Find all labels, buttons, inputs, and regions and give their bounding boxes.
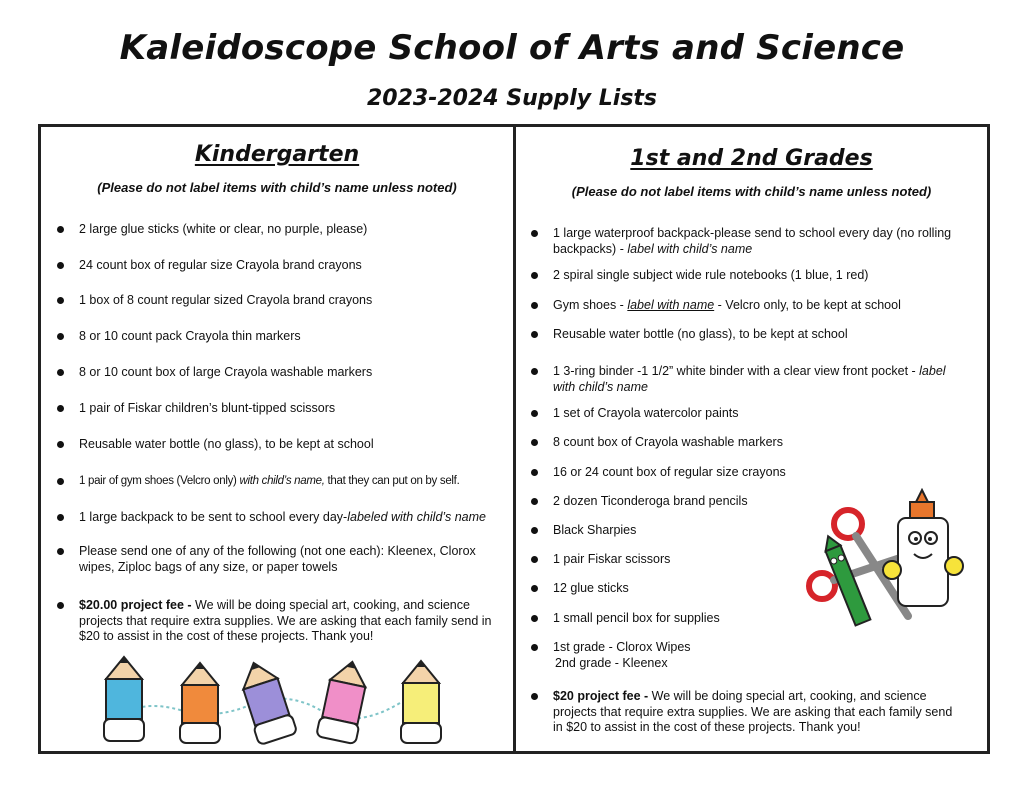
- school-supplies-clipart: [800, 488, 970, 638]
- list-item: $20 project fee - We will be doing special art, cooking, and science projects that require extra supplies. We are asking that each family send in $20 to assist in the cost of these projects. Thank you!: [553, 689, 958, 736]
- list-item: 1 set of Crayola watercolor paints: [553, 406, 968, 422]
- pencils-clipart: [100, 655, 450, 750]
- grades-1-2-label-note: (Please do not label items with child’s name unless noted): [571, 184, 932, 199]
- pink-pencil-icon: [316, 658, 372, 745]
- list-item: Reusable water bottle (no glass), to be kept at school: [553, 327, 968, 343]
- list-item: Black Sharpies: [553, 523, 968, 539]
- orange-pencil-icon: [180, 663, 220, 743]
- list-item: Gym shoes - label with name - Velcro only, to be kept at school: [553, 298, 968, 314]
- grades-1-2-heading: 1st and 2nd Grades: [630, 146, 873, 171]
- list-item: 1st grade - Clorox Wipes 2nd grade - Kleenex: [553, 640, 968, 671]
- list-item: 1 pair of gym shoes (Velcro only) with child’s name, that they can put on by self.: [79, 474, 509, 490]
- blue-pencil-icon: [104, 657, 144, 741]
- list-item: Please send one of any of the following (not one each): Kleenex, Clorox wipes, Ziploc bags of any size, or paper towels: [79, 544, 509, 575]
- list-item: 1 large waterproof backpack-please send to school every day (no rolling backpacks) - label with child’s name: [553, 226, 968, 257]
- list-item: 2 spiral single subject wide rule notebooks (1 blue, 1 red): [553, 268, 968, 284]
- purple-pencil-icon: [235, 657, 298, 745]
- list-item: $20.00 project fee - We will be doing special art, cooking, and science projects that require extra supplies. We are asking that each family send in $20 to assist in the cost of these projects. Thank you!: [79, 598, 509, 645]
- list-item: 1 pair of Fiskar children’s blunt-tipped scissors: [79, 401, 509, 417]
- list-item: 2 large glue sticks (white or clear, no purple, please): [79, 222, 509, 238]
- glue-bottle-icon: [883, 490, 963, 606]
- kindergarten-heading: Kindergarten: [194, 142, 360, 167]
- list-item: 1 3-ring binder -1 1/2” white binder with a clear view front pocket - label with child’s name: [553, 364, 968, 395]
- grades-1-2-column: [516, 124, 987, 754]
- list-item: 1 pair Fiskar scissors: [553, 552, 968, 568]
- kindergarten-label-note: (Please do not label items with child’s name unless noted): [97, 180, 457, 195]
- list-item: 1 large backpack to be sent to school every day-labeled with child’s name: [79, 510, 509, 526]
- list-item: 1 small pencil box for supplies: [553, 611, 968, 627]
- list-item: 8 count box of Crayola washable markers: [553, 435, 968, 451]
- list-item: 8 or 10 count box of large Crayola washable markers: [79, 365, 509, 381]
- list-item: 1 box of 8 count regular sized Crayola brand crayons: [79, 293, 509, 309]
- list-item: Reusable water bottle (no glass), to be kept at school: [79, 437, 509, 453]
- page-title: Kaleidoscope School of Arts and Science: [119, 28, 905, 68]
- list-item: 2 dozen Ticonderoga brand pencils: [553, 494, 968, 510]
- list-item: 16 or 24 count box of regular size crayons: [553, 465, 968, 481]
- yellow-pencil-icon: [401, 661, 441, 743]
- list-item: 12 glue sticks: [553, 581, 968, 597]
- page-subtitle: 2023-2024 Supply Lists: [366, 86, 658, 111]
- list-item: 8 or 10 count pack Crayola thin markers: [79, 329, 509, 345]
- list-item: 24 count box of regular size Crayola brand crayons: [79, 258, 509, 274]
